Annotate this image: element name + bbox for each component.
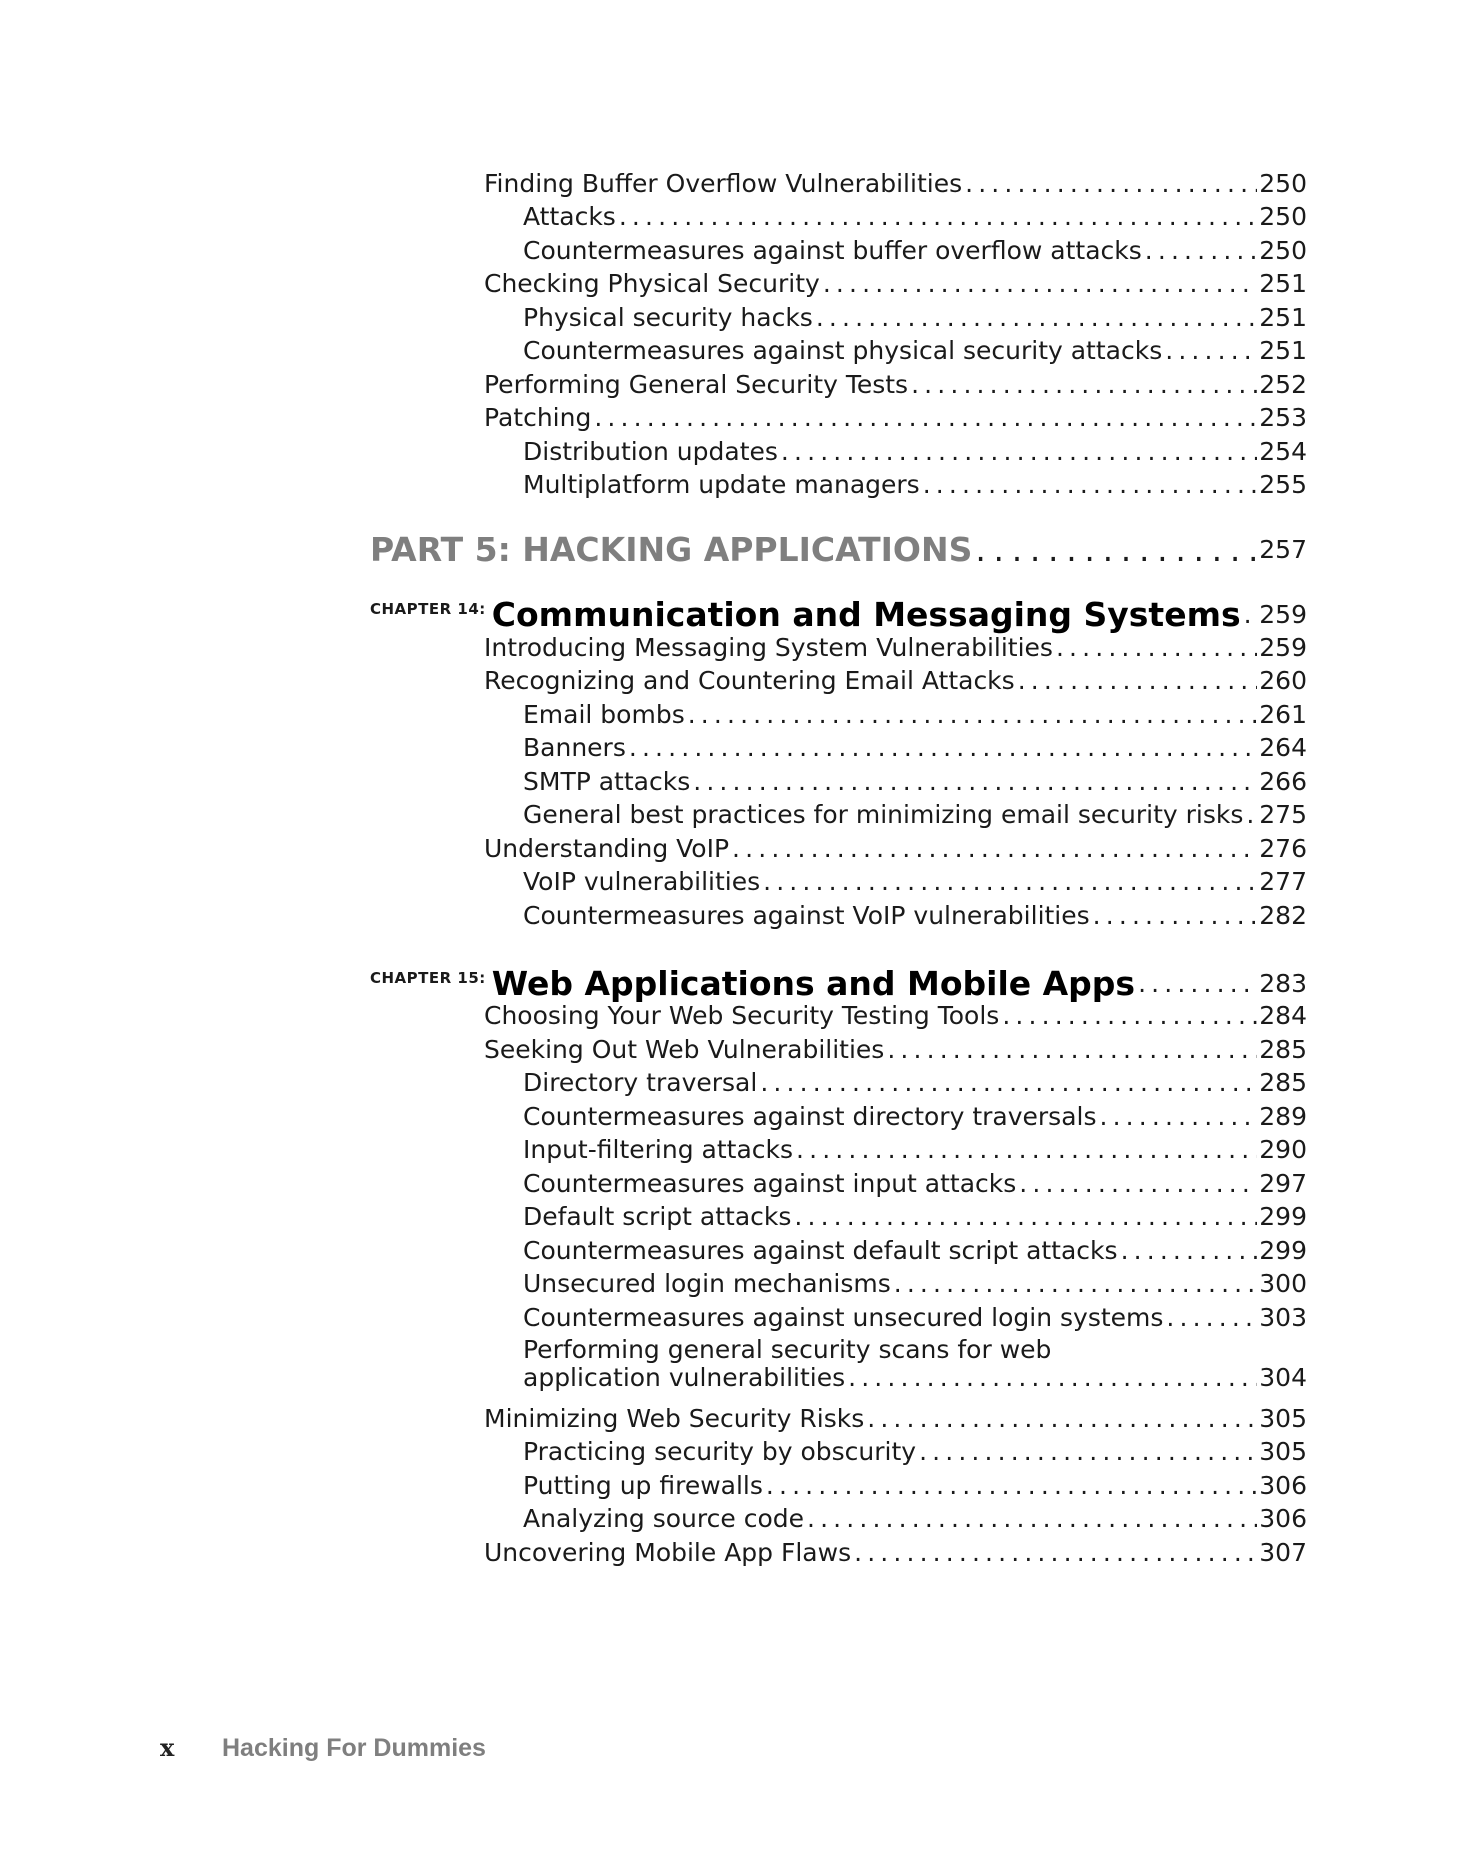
dot-leader <box>854 1538 1257 1568</box>
toc-entry-title: VoIP vulnerabilities <box>523 867 761 896</box>
toc-entry[interactable] <box>484 403 1307 433</box>
toc-page-number: 259 <box>1259 633 1307 662</box>
toc-page-number: 303 <box>1259 1303 1307 1332</box>
toc-entry-title-line: Performing general security scans for web <box>523 1336 1052 1364</box>
toc-entry[interactable] <box>523 437 1307 467</box>
toc-entry-title: Finding Buffer Overflow Vulnerabilities <box>484 169 963 198</box>
toc-entry[interactable] <box>484 1035 1307 1065</box>
toc-entry-title: Input-filtering attacks <box>523 1135 794 1164</box>
toc-entry-title: Countermeasures against physical security attacks <box>523 336 1163 365</box>
toc-entry-title: Attacks <box>523 202 616 231</box>
toc-chapter-heading[interactable] <box>370 957 1307 1005</box>
toc-entry-title: Putting up firewalls <box>523 1471 763 1500</box>
toc-entry-title: Uncovering Mobile App Flaws <box>484 1538 852 1567</box>
dot-leader <box>796 1135 1257 1165</box>
toc-entry-title: Countermeasures against VoIP vulnerabilities <box>523 901 1090 930</box>
toc-page-number: 264 <box>1259 733 1307 762</box>
toc-page-number: 260 <box>1259 666 1307 695</box>
dot-leader <box>629 733 1257 763</box>
toc-entry-title: Unsecured login mechanisms <box>523 1269 891 1298</box>
toc-page-number: 277 <box>1259 867 1307 896</box>
dot-leader <box>887 1035 1257 1065</box>
toc-page-number: 251 <box>1259 336 1307 365</box>
toc-page-number: 305 <box>1259 1437 1307 1466</box>
toc-entry-title-line: application vulnerabilities <box>523 1363 846 1392</box>
chapter-label: CHAPTER 15: <box>370 969 486 987</box>
dot-leader <box>794 1202 1257 1232</box>
toc-entry[interactable] <box>523 336 1307 366</box>
toc-page-number: 261 <box>1259 700 1307 729</box>
toc-entry[interactable] <box>523 1471 1307 1501</box>
toc-part-heading[interactable] <box>370 530 1307 570</box>
toc-page-number: 250 <box>1259 169 1307 198</box>
toc-page-number: 282 <box>1259 901 1307 930</box>
dot-leader <box>1165 336 1257 366</box>
toc-entry-title: Countermeasures against directory traversals <box>523 1102 1097 1131</box>
toc-entry-title: Multiplatform update managers <box>523 470 920 499</box>
toc-entry[interactable] <box>484 834 1307 864</box>
toc-entry[interactable] <box>523 1202 1307 1232</box>
toc-entry-title: Directory traversal <box>523 1068 758 1097</box>
toc-entry-title: Countermeasures against default script attacks <box>523 1236 1118 1265</box>
toc-entry[interactable] <box>484 169 1307 199</box>
toc-entry-title: SMTP attacks <box>523 767 691 796</box>
toc-entry-title: Choosing Your Web Security Testing Tools <box>484 1001 1000 1030</box>
toc-entry[interactable] <box>484 1538 1307 1568</box>
toc-entry[interactable] <box>484 633 1307 663</box>
dot-leader <box>1246 800 1257 830</box>
toc-page-number: 305 <box>1259 1404 1307 1433</box>
dot-leader <box>867 1404 1257 1434</box>
dot-leader <box>1018 666 1258 696</box>
dot-leader <box>816 303 1257 333</box>
dot-leader <box>1100 1102 1258 1132</box>
dot-leader <box>975 530 1257 570</box>
toc-page-number: 285 <box>1259 1035 1307 1064</box>
toc-entry[interactable] <box>484 269 1307 299</box>
toc-page-number: 254 <box>1259 437 1307 466</box>
toc-page-number: 307 <box>1259 1538 1307 1567</box>
toc-entry-title: Banners <box>523 733 626 762</box>
toc-page-number: 276 <box>1259 834 1307 863</box>
toc-page-number: 306 <box>1259 1504 1307 1533</box>
toc-entry[interactable] <box>523 303 1307 333</box>
toc-page-number: 257 <box>1259 535 1307 564</box>
toc-page-number: 283 <box>1259 969 1307 998</box>
toc-entry[interactable] <box>523 236 1307 266</box>
dot-leader <box>1056 633 1257 663</box>
toc-page-number: 266 <box>1259 767 1307 796</box>
toc-page-number: 275 <box>1259 800 1307 829</box>
dot-leader <box>619 202 1257 232</box>
toc-entry-title: Distribution updates <box>523 437 778 466</box>
toc-entry[interactable] <box>523 1437 1307 1467</box>
toc-entry-title: Communication and Messaging Systems <box>491 595 1241 634</box>
page-number: x <box>160 1733 175 1762</box>
dot-leader <box>1145 236 1258 266</box>
toc-entry[interactable] <box>523 202 1307 232</box>
toc-entry-title: Countermeasures against buffer overflow attacks <box>523 236 1142 265</box>
toc-page-number: 250 <box>1259 202 1307 231</box>
toc-page-number: 285 <box>1259 1068 1307 1097</box>
dot-leader <box>911 370 1257 400</box>
dot-leader <box>965 169 1257 199</box>
toc-page-number: 253 <box>1259 403 1307 432</box>
toc-entry-title: Default script attacks <box>523 1202 792 1231</box>
toc-entry[interactable] <box>484 666 1307 696</box>
toc-entry[interactable] <box>484 1001 1307 1031</box>
toc-entry-title: Introducing Messaging System Vulnerabilities <box>484 633 1053 662</box>
toc-page-number: 284 <box>1259 1001 1307 1030</box>
dot-leader <box>760 1068 1257 1098</box>
dot-leader <box>1121 1236 1258 1266</box>
toc-entry-title: Checking Physical Security <box>484 269 820 298</box>
dot-leader <box>1244 594 1258 636</box>
toc-page-number: 299 <box>1259 1236 1307 1265</box>
dot-leader <box>1019 1169 1257 1199</box>
dot-leader <box>1002 1001 1257 1031</box>
toc-page-number: 306 <box>1259 1471 1307 1500</box>
dot-leader <box>693 767 1257 797</box>
toc-page-number: 252 <box>1259 370 1307 399</box>
toc-entry[interactable] <box>523 767 1307 797</box>
toc-chapter-heading[interactable] <box>370 588 1307 636</box>
toc-entry-title: Minimizing Web Security Risks <box>484 1404 865 1433</box>
toc-entry[interactable] <box>484 1404 1307 1434</box>
toc-entry[interactable] <box>523 733 1307 763</box>
toc-entry[interactable] <box>523 1102 1307 1132</box>
dot-leader <box>781 437 1257 467</box>
toc-entry[interactable] <box>523 901 1307 931</box>
dot-leader <box>919 1437 1257 1467</box>
chapter-label: CHAPTER 14: <box>370 600 486 618</box>
toc-entry[interactable] <box>523 470 1307 500</box>
toc-entry-title: Recognizing and Countering Email Attacks <box>484 666 1015 695</box>
toc-page-number: 259 <box>1259 600 1307 629</box>
dot-leader <box>1166 1303 1257 1333</box>
toc-entry-title: Patching <box>484 403 592 432</box>
toc-entry[interactable] <box>484 370 1307 400</box>
toc-entry-title: PART 5: HACKING APPLICATIONS <box>370 530 973 569</box>
toc-entry[interactable] <box>523 700 1307 730</box>
dot-leader <box>763 867 1257 897</box>
toc-page-number: 300 <box>1259 1269 1307 1298</box>
toc-entry-title: Email bombs <box>523 700 685 729</box>
toc-entry-title: Analyzing source code <box>523 1504 804 1533</box>
toc-page-number: 290 <box>1259 1135 1307 1164</box>
dot-leader <box>848 1364 1257 1392</box>
toc-entry[interactable] <box>523 867 1307 897</box>
toc-page-number: 304 <box>1259 1363 1307 1392</box>
toc-entry[interactable] <box>523 800 1307 830</box>
toc-entry-title: Countermeasures against unsecured login systems <box>523 1303 1164 1332</box>
dot-leader <box>923 470 1258 500</box>
toc-page-number: 250 <box>1259 236 1307 265</box>
toc-entry-title: Performing General Security Tests <box>484 370 909 399</box>
toc-page-number: 251 <box>1259 303 1307 332</box>
toc-entry-title: Web Applications and Mobile Apps <box>491 964 1136 1003</box>
toc-entry[interactable] <box>523 1169 1307 1199</box>
toc-entry-title: Practicing security by obscurity <box>523 1437 917 1466</box>
toc-page-number: 299 <box>1259 1202 1307 1231</box>
dot-leader <box>894 1269 1258 1299</box>
toc-entry[interactable] <box>523 1336 1307 1392</box>
toc-entry-title: General best practices for minimizing email security risks <box>523 800 1244 829</box>
book-title: Hacking For Dummies <box>222 1734 486 1762</box>
toc-page-number: 289 <box>1259 1102 1307 1131</box>
toc-entry-title: Physical security hacks <box>523 303 813 332</box>
dot-leader <box>1093 901 1258 931</box>
dot-leader <box>766 1471 1257 1501</box>
dot-leader <box>594 403 1257 433</box>
toc-entry[interactable] <box>523 1236 1307 1266</box>
toc-entry[interactable] <box>523 1303 1307 1333</box>
dot-leader <box>688 700 1258 730</box>
toc-page-number: 297 <box>1259 1169 1307 1198</box>
toc-entry-title: Countermeasures against input attacks <box>523 1169 1017 1198</box>
page-footer <box>160 1733 486 1763</box>
dot-leader <box>732 834 1257 864</box>
toc-entry[interactable] <box>523 1504 1307 1534</box>
toc-page-number: 251 <box>1259 269 1307 298</box>
dot-leader <box>807 1504 1257 1534</box>
toc-entry[interactable] <box>523 1269 1307 1299</box>
toc-page-number: 255 <box>1259 470 1307 499</box>
toc-entry[interactable] <box>523 1068 1307 1098</box>
toc-entry-title: Seeking Out Web Vulnerabilities <box>484 1035 885 1064</box>
toc-entry-title: Understanding VoIP <box>484 834 730 863</box>
toc-entry[interactable] <box>523 1135 1307 1165</box>
dot-leader <box>823 269 1257 299</box>
dot-leader <box>1138 963 1257 1005</box>
